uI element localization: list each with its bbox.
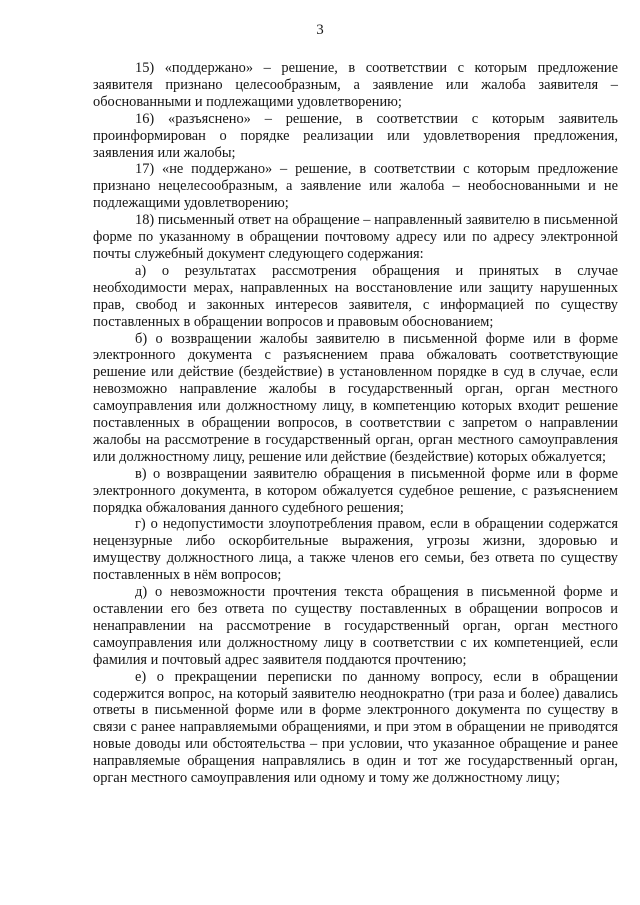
subparagraph-a-results: а) о результатах рассмотрения обращения и принятых в случае необходимости мерах, направленных на восстановление или защиту нарушенных прав, свобод и законных интересов заявителя, с информацией по существу поставленных в обращении вопросов и правовым обоснованием; — [93, 262, 618, 330]
paragraph-18-written-answer: 18) письменный ответ на обращение – направленный заявителю в письменной форме по указанному в обращении почтовому адресу или по адресу электронной почты служебный документ следующего содержания: — [93, 212, 618, 262]
paragraph-17-not-supported: 17) «не поддержано» – решение, в соответствии с которым предложение признано нецелесообразным, а заявление или жалоба – необоснованными и не подлежащими удовлетворению; — [93, 161, 618, 212]
subparagraph-v-appeal-return: в) о возвращении заявителю обращения в письменной форме или в форме электронного документа, в котором обжалуется судебное решение, с разъяснением порядка обжалования данного судебного решения; — [93, 465, 618, 516]
subparagraph-b-complaint-return: б) о возвращении жалобы заявителю в письменной форме или в форме электронного документа с разъяснением права обжаловать соответствующие решение или действие (бездействие) в установленном порядке в суд в случае, если невозможно направление жалобы в государственный орган, орган местного самоуправления или должностному лицу, в компетенцию которых входит решение поставленных в обращении вопросов, в соответствии с запретом о направлении жалобы на рассмотрение в государственный орган, орган местного самоуправления или должностному лицу, решение или действие (бездействие) которых обжалуется; — [93, 330, 618, 465]
subparagraph-e-correspondence-termination: е) о прекращении переписки по данному вопросу, если в обращении содержится вопрос, на который заявителю неоднократно (три раза и более) давались ответы в письменной форме или в форме электронного документа по существу в связи с ранее направляемыми обращениями, и при этом в обращении не приводятся новые доводы или обстоятельства – при условии, что указанное обращение и ранее направляемые обращения направлялись в один и тот же государственный орган, орган местного самоуправления или одному и тому же должностному лицу; — [93, 668, 618, 787]
subparagraph-d-illegible-text: д) о невозможности прочтения текста обращения в письменной форме и оставлении его без ответа по существу поставленных в обращении вопросов и ненаправлении на рассмотрение в государственный орган, орган местного самоуправления или должностному лицу в соответствии с их компетенцией, если фамилия и почтовый адрес заявителя поддаются прочтению; — [93, 584, 618, 668]
paragraph-15-supported: 15) «поддержано» – решение, в соответствии с которым предложение заявителя признано целесообразным, а заявление или жалоба заявителя – обоснованными и подлежащими удовлетворению; — [93, 60, 618, 110]
subparagraph-g-abuse-of-right: г) о недопустимости злоупотребления правом, если в обращении содержатся нецензурные либо оскорбительные выражения, угрозы жизни, здоровью и имуществу должностного лица, а также членов его семьи, без ответа по существу поставленных в нём вопросов; — [93, 516, 618, 584]
page-number: 3 — [316, 22, 324, 38]
paragraph-16-explained: 16) «разъяснено» – решение, в соответствии с которым заявитель проинформирован о порядке реализации или удовлетворения предложения, заявления или жалобы; — [93, 110, 618, 161]
document-body — [93, 60, 618, 787]
